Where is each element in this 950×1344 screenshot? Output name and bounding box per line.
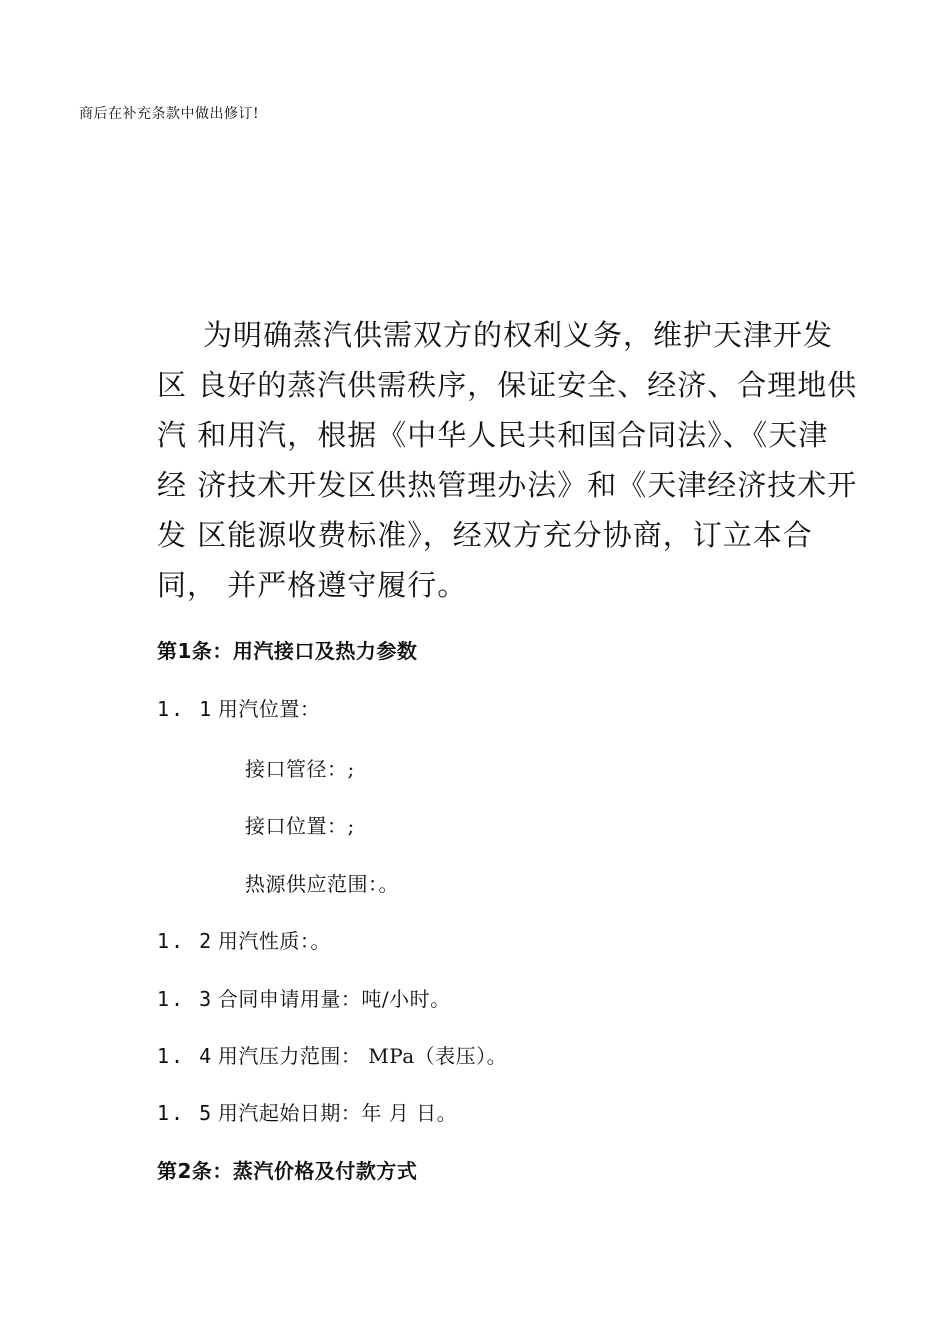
clause-number: 1. 2	[157, 929, 214, 953]
clause-text: 用汽性质：。	[217, 929, 331, 953]
intro-line: 发 区能源收费标准》，经双方充分协商，订立本合	[157, 518, 813, 552]
sub-item-interface-position: 接口位置：;	[245, 814, 355, 838]
clause-number: 1. 5	[157, 1101, 214, 1125]
clause-1-4	[157, 1041, 507, 1071]
clause-text: 合同申请用量：吨/小时。	[217, 987, 451, 1011]
clause-text: 用汽起始日期：年 月 日。	[217, 1101, 458, 1125]
intro-line: 经 济技术开发区供热管理办法》和《天津经济技术开	[157, 468, 858, 502]
intro-line: 同， 并严格遵守履行。	[157, 568, 468, 602]
intro-line: 为明确蒸汽供需双方的权利义务，维护天津开发	[203, 318, 834, 352]
clause-number: 1. 1	[157, 697, 214, 721]
intro-paragraph	[157, 310, 858, 610]
intro-line: 区 良好的蒸汽供需秩序，保证安全、经济、合理地供	[157, 368, 858, 402]
sub-item-supply-range: 热源供应范围：。	[245, 872, 399, 896]
clause-number: 1. 4	[157, 1044, 214, 1068]
sub-item-pipe-diameter: 接口管径：;	[245, 757, 355, 781]
clause-1-3	[157, 984, 451, 1014]
clause-1-1	[157, 694, 320, 724]
article-1-heading: 第1条：用汽接口及热力参数	[157, 639, 418, 663]
article-2-heading: 第2条：蒸汽价格及付款方式	[157, 1159, 418, 1183]
intro-line: 汽 和用汽，根据《中华人民共和国合同法》、《天津	[157, 418, 829, 452]
clause-text: 用汽压力范围： MPa（表压）。	[217, 1044, 508, 1068]
header-note: 商后在补充条款中做出修订!	[79, 106, 260, 122]
clause-text: 用汽位置：	[217, 697, 321, 721]
clause-1-2	[157, 926, 331, 956]
clause-1-5	[157, 1098, 457, 1128]
clause-number: 1. 3	[157, 987, 214, 1011]
